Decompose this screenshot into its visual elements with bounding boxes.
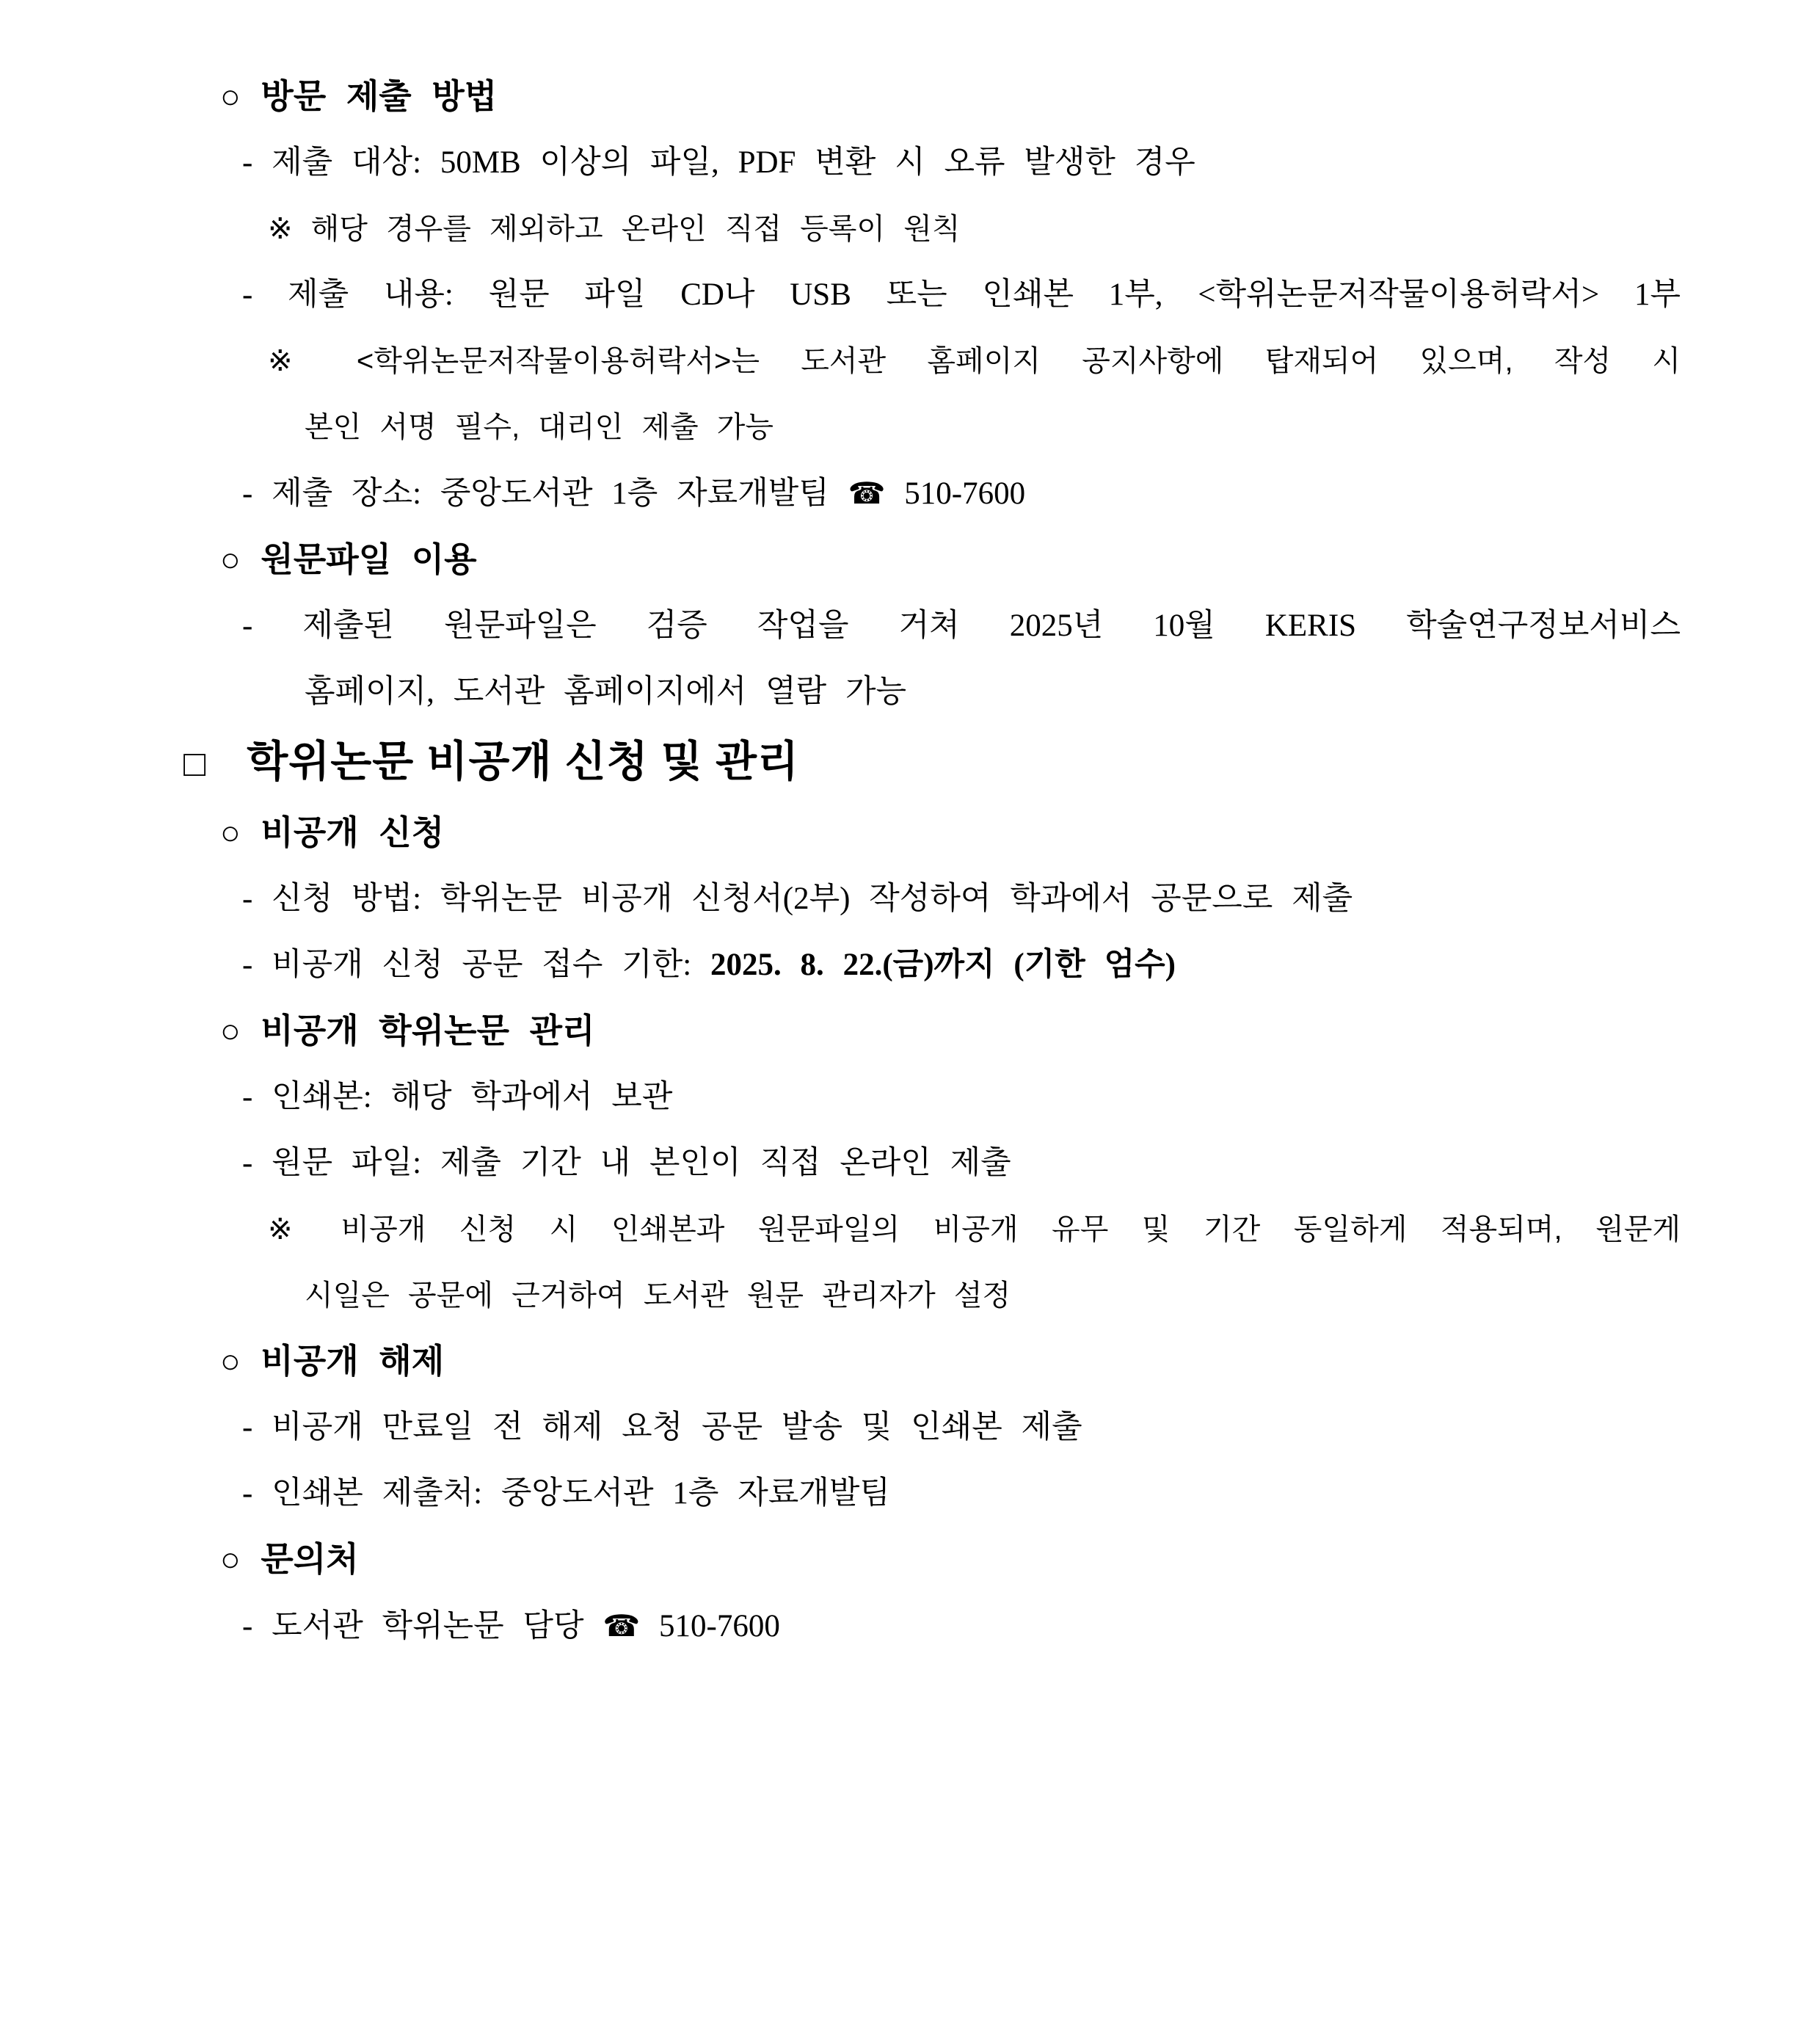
- heading-contact: ○ 문의처: [220, 1541, 359, 1578]
- note-online-registration-principle: ※ 해당 경우를 제외하고 온라인 직접 등록이 원칙: [268, 213, 961, 245]
- bullet-request-deadline-label: - 비공개 신청 공문 접수 기한:: [242, 948, 710, 982]
- bullet-contact-info: [0, 1593, 1681, 1660]
- bullet-submission-contents: - 제출 내용: 원문 파일 CD나 USB 또는 인쇄본 1부, <학위논문저작물이용허락서> 1부: [242, 277, 1681, 312]
- bullet-release-request: - 비공개 만료일 전 해제 요청 공문 발송 및 인쇄본 제출: [242, 1410, 1082, 1445]
- bullet-submission-location: [0, 460, 1681, 527]
- note-license-form-continuation: 본인 서명 필수, 대리인 제출 가능: [305, 411, 774, 443]
- bullet-submission-location-text: - 제출 장소: 중앙도서관 1층 자료개발팀: [242, 476, 848, 511]
- phone-icon: ☎: [603, 1608, 641, 1643]
- phone-icon: ☎: [848, 476, 886, 511]
- square-bullet-icon: □: [183, 743, 207, 784]
- phone-number: 510-7600: [885, 476, 1026, 511]
- bullet-submission-target: - 제출 대상: 50MB 이상의 파일, PDF 변환 시 오류 발생한 경우: [242, 145, 1195, 180]
- heading-visit-submission: ○ 방문 제출 방법: [220, 78, 498, 115]
- bullet-fulltext-verification: - 제출된 원문파일은 검증 작업을 거쳐 2025년 10월 KERIS 학술연구정보서비스: [242, 608, 1681, 643]
- deadline-date: 2025. 8. 22.(금)까지 (기한 엄수): [710, 948, 1176, 982]
- section-heading-title: 학위논문 비공개 신청 및 관리: [247, 738, 799, 785]
- note-license-form: ※ <학위논문저작물이용허락서>는 도서관 홈페이지 공지사항에 탑재되어 있으며, 작성 시: [268, 345, 1681, 377]
- note-private-application-continuation: 시일은 공문에 근거하여 도서관 원문 관리자가 설정: [305, 1279, 1011, 1312]
- bullet-contact-info-text: - 도서관 학위논문 담당: [242, 1609, 603, 1643]
- heading-private-thesis-management: ○ 비공개 학위논문 관리: [220, 1012, 595, 1050]
- bullet-request-method: - 신청 방법: 학위논문 비공개 신청서(2부) 작성하여 학과에서 공문으로 제출: [242, 882, 1353, 916]
- bullet-request-deadline: [0, 932, 1681, 998]
- heading-private-request: ○ 비공개 신청: [220, 814, 445, 851]
- bullet-fulltext-file-submission: - 원문 파일: 제출 기간 내 본인이 직접 온라인 제출: [242, 1146, 1011, 1180]
- heading-private-release: ○ 비공개 해제: [220, 1343, 445, 1380]
- note-private-application: ※ 비공개 신청 시 인쇄본과 원문파일의 비공개 유무 및 기간 동일하게 적용되며, 원문게: [268, 1213, 1681, 1246]
- bullet-fulltext-verification-continuation: 홈페이지, 도서관 홈페이지에서 열람 가능: [305, 675, 907, 709]
- phone-number: 510-7600: [640, 1609, 780, 1643]
- section-heading-private-thesis: [0, 725, 1681, 800]
- heading-fulltext-use: ○ 원문파일 이용: [220, 541, 477, 578]
- bullet-printed-submission-place: - 인쇄본 제출처: 중앙도서관 1층 자료개발팀: [242, 1476, 890, 1511]
- bullet-printed-copy-storage: - 인쇄본: 해당 학과에서 보관: [242, 1080, 673, 1114]
